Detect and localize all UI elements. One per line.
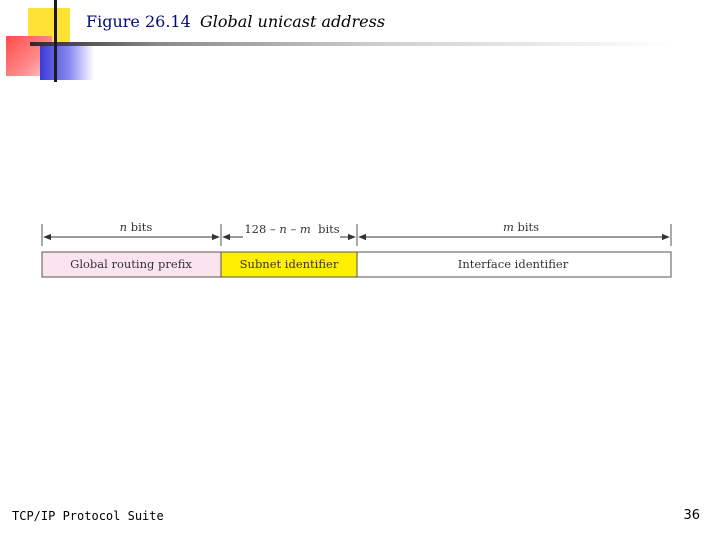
dimension-label-m: m bits bbox=[502, 220, 540, 234]
figure-caption: Global unicast address bbox=[200, 12, 386, 31]
figure-number: Figure 26.14 bbox=[86, 12, 191, 31]
field-label-interface-identifier: Interface identifier bbox=[457, 257, 569, 271]
dimension-label-n: n bits bbox=[119, 220, 153, 234]
field-label-global-routing-prefix: Global routing prefix bbox=[70, 257, 192, 271]
page-number: 36 bbox=[683, 508, 700, 523]
dimension-label-middle: 128 – n – m bits bbox=[244, 222, 340, 236]
field-label-subnet-identifier: Subnet identifier bbox=[239, 257, 339, 271]
footer-course-title: TCP/IP Protocol Suite bbox=[12, 509, 164, 523]
